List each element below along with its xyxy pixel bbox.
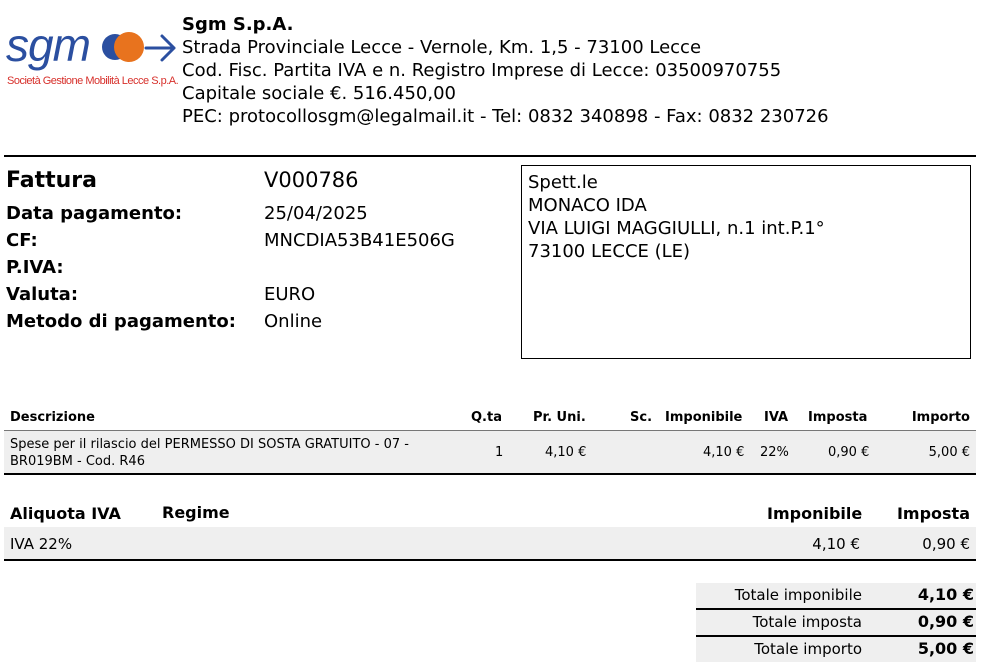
vat-rate-value: IVA 22%	[10, 535, 73, 553]
col-tax: Imposta	[808, 410, 868, 425]
item-taxable: 4,10 €	[703, 445, 745, 460]
cf-label: CF:	[6, 230, 38, 251]
currency-value: EURO	[264, 284, 316, 305]
total-tax-label: Totale imposta	[752, 613, 862, 631]
piva-label: P.IVA:	[6, 257, 64, 278]
company-registry: Cod. Fisc. Partita IVA e n. Registro Imprese di Lecce: 03500970755	[182, 60, 782, 81]
company-logo	[6, 19, 179, 92]
payment-method-value: Online	[264, 311, 323, 332]
col-qty: Q.ta	[471, 410, 502, 425]
payment-date-value: 25/04/2025	[264, 203, 368, 224]
vat-taxable-value: 4,10 €	[812, 535, 860, 553]
item-tax: 0,90 €	[828, 445, 870, 460]
item-description: Spese per il rilascio del PERMESSO DI SOSTA GRATUITO - 07 - BR019BM - Cod. R46	[10, 437, 409, 469]
recipient-city: 73100 LECCE (LE)	[528, 241, 691, 262]
invoice-number: V000786	[264, 168, 359, 192]
currency-label: Valuta:	[6, 284, 79, 305]
item-amount: 5,00 €	[928, 445, 970, 460]
logo-orange-dot	[114, 32, 144, 62]
total-amount-value: 5,00 €	[917, 639, 974, 658]
col-taxable: Imponibile	[665, 410, 743, 425]
item-vat: 22%	[760, 445, 789, 460]
payment-method-label: Metodo di pagamento:	[6, 311, 236, 332]
total-tax-value: 0,90 €	[917, 612, 974, 631]
logo-arrow-icon	[144, 32, 178, 64]
recipient-address-box	[521, 165, 971, 359]
vat-table-header	[4, 502, 976, 526]
total-taxable-value: 4,10 €	[917, 585, 974, 604]
total-amount-row	[696, 637, 976, 662]
table-row	[4, 527, 976, 561]
table-row	[4, 430, 976, 475]
totals-box	[696, 583, 976, 662]
payment-date-label: Data pagamento:	[6, 203, 183, 224]
company-name: Sgm S.p.A.	[182, 14, 294, 35]
total-amount-label: Totale importo	[754, 640, 862, 658]
col-vat: IVA	[764, 410, 789, 425]
total-taxable-label: Totale imponibile	[734, 586, 862, 604]
item-unit-price: 4,10 €	[545, 445, 587, 460]
col-description: Descrizione	[10, 410, 95, 425]
col-vat-tax: Imposta	[896, 504, 970, 523]
company-contacts: PEC: protocollosgm@legalmail.it - Tel: 0832 340898 - Fax: 0832 230726	[182, 106, 829, 127]
col-unit-price: Pr. Uni.	[533, 410, 586, 425]
total-taxable-row	[696, 583, 976, 610]
col-vat-rate: Aliquota IVA	[10, 504, 121, 523]
company-details	[182, 13, 829, 128]
total-tax-row	[696, 610, 976, 637]
logo-wordmark: sgm	[6, 19, 90, 71]
invoice-title: Fattura	[6, 168, 97, 193]
col-discount: Sc.	[630, 410, 653, 425]
recipient-name: MONACO IDA	[528, 195, 647, 216]
cf-value: MNCDIA53B41E506G	[264, 230, 455, 251]
header-divider	[4, 155, 976, 157]
company-capital: Capitale sociale €. 516.450,00	[182, 83, 456, 104]
company-address: Strada Provinciale Lecce - Vernole, Km. 1,5 - 73100 Lecce	[182, 37, 702, 58]
item-qty: 1	[495, 445, 504, 460]
recipient-salutation: Spett.le	[528, 172, 598, 193]
logo-tagline: Società Gestione Mobilità Lecce S.p.A.	[7, 75, 179, 87]
col-vat-taxable: Imponibile	[767, 504, 863, 523]
items-table-header	[4, 405, 976, 429]
recipient-street: VIA LUIGI MAGGIULLI, n.1 int.P.1°	[528, 218, 825, 239]
col-amount: Importo	[911, 410, 970, 425]
vat-tax-value: 0,90 €	[922, 535, 970, 553]
col-regime: Regime	[162, 503, 230, 522]
